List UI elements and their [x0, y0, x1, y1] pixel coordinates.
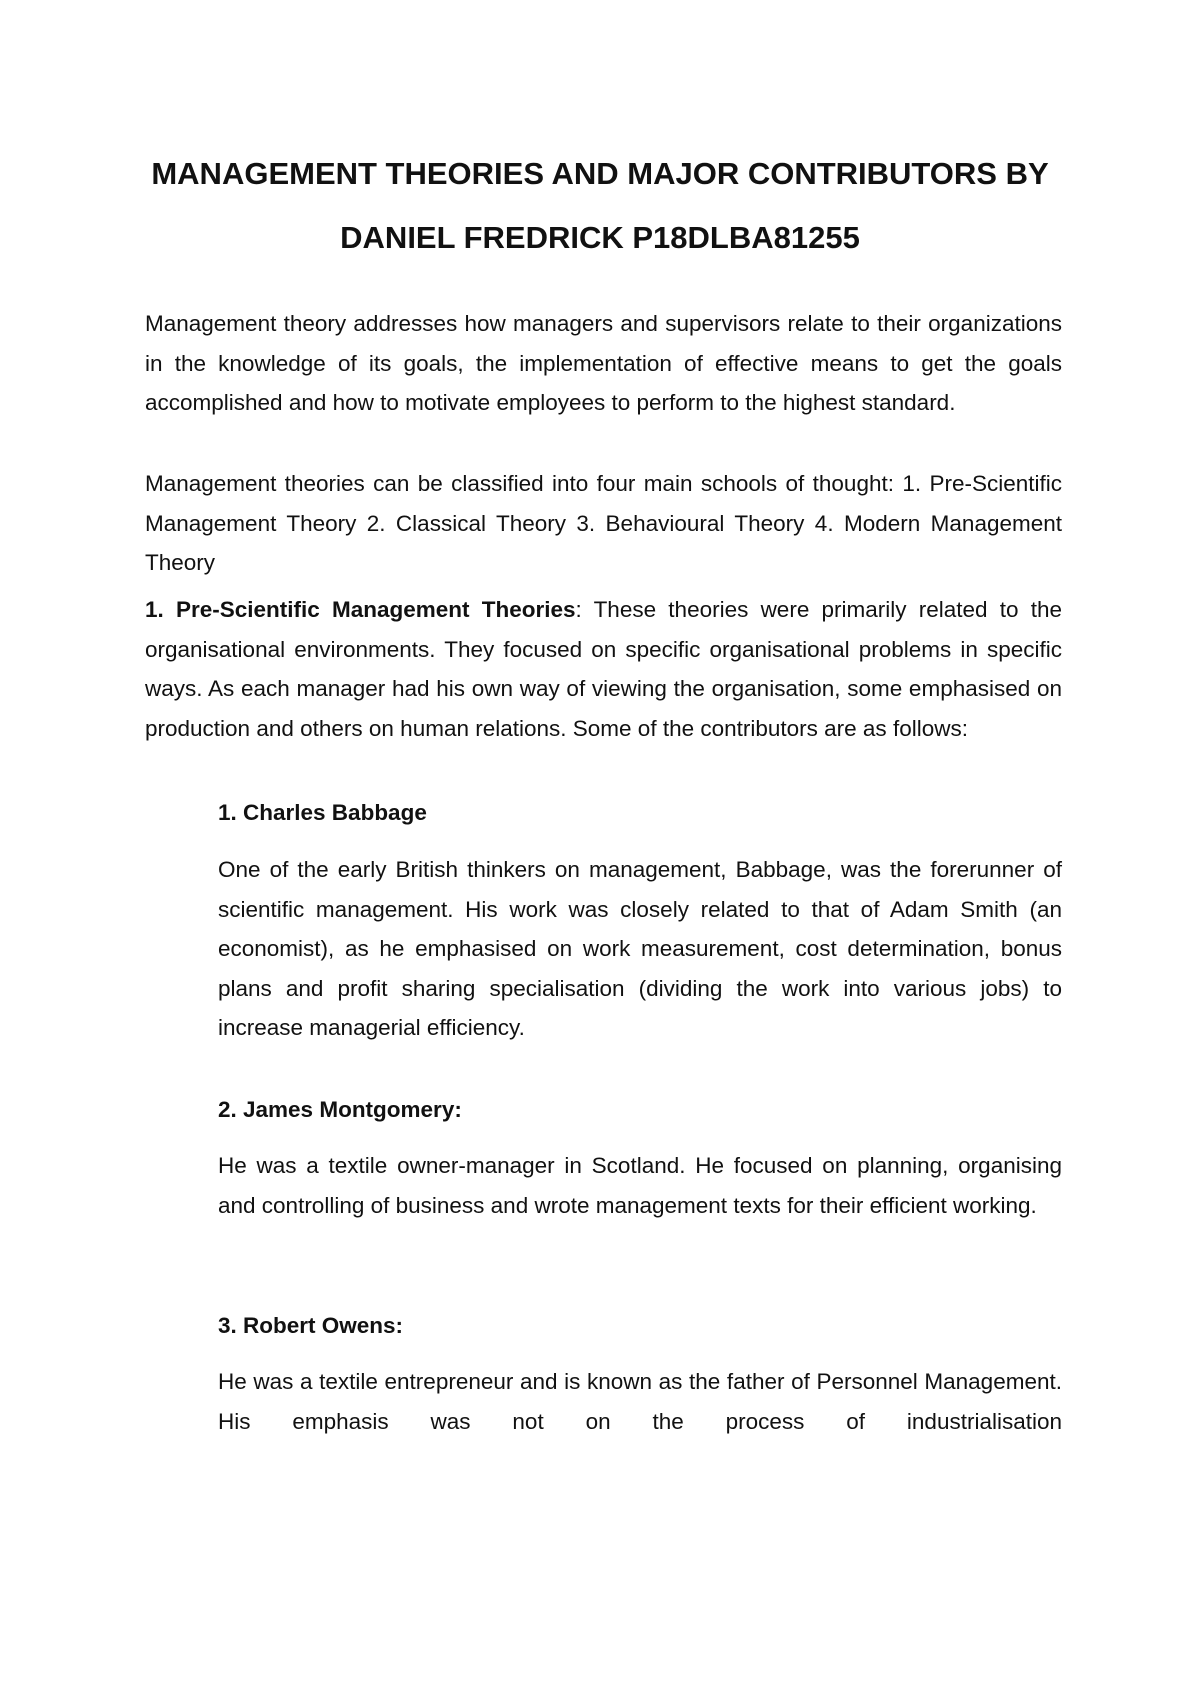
- contributor-3-text: He was a textile entrepreneur and is known as the father of Personnel Management. His emphasis was not on the process of industrialisation: [218, 1369, 1062, 1434]
- contributor-1-text: One of the early British thinkers on management, Babbage, was the forerunner of scientific management. His work was closely related to that of Adam Smith (an economist), as he emphasised on work measurement, cost determination, bonus plans and profit sharing specialisation (dividing the work into various jobs) to increase managerial efficiency.: [218, 857, 1062, 1040]
- section-1-heading: Pre-Scientific Management Theories: [175, 597, 576, 622]
- contributor-2-text: He was a textile owner-manager in Scotland. He focused on planning, organising and controlling of business and wrote management texts for their efficient working.: [218, 1153, 1062, 1218]
- section-1-text: : These theories were primarily related to the organisational environments. They focused on specific organisational problems in specific ways. As each manager had his own way of viewing the organisation, some emphasised on production and others on human relations. Some of the contributors are as follows:: [145, 597, 1063, 741]
- contributor-2-heading: 2. James Montgomery:: [218, 1097, 462, 1122]
- section-1-paragraph: [145, 590, 1062, 748]
- section-1-number: 1.: [145, 597, 164, 622]
- intro-paragraph: Management theory addresses how managers and supervisors relate to their organizations in the knowledge of its goals, the implementation of effective means to get the goals accomplished and how to motivate employees to perform to the highest standard.: [145, 311, 1062, 415]
- contributor-1-heading: 1. Charles Babbage: [218, 800, 427, 825]
- document-title: [100, 142, 1100, 270]
- title-line-1: MANAGEMENT THEORIES AND MAJOR CONTRIBUTORS BY: [151, 156, 1049, 191]
- contributor-3-heading: 3. Robert Owens:: [218, 1313, 404, 1338]
- schools-paragraph: Management theories can be classified into four main schools of thought: 1. Pre-Scientific Management Theory 2. Classical Theory 3. Behavioural Theory 4. Modern Management Theory: [145, 471, 1062, 575]
- title-line-2: DANIEL FREDRICK P18DLBA81255: [340, 220, 860, 255]
